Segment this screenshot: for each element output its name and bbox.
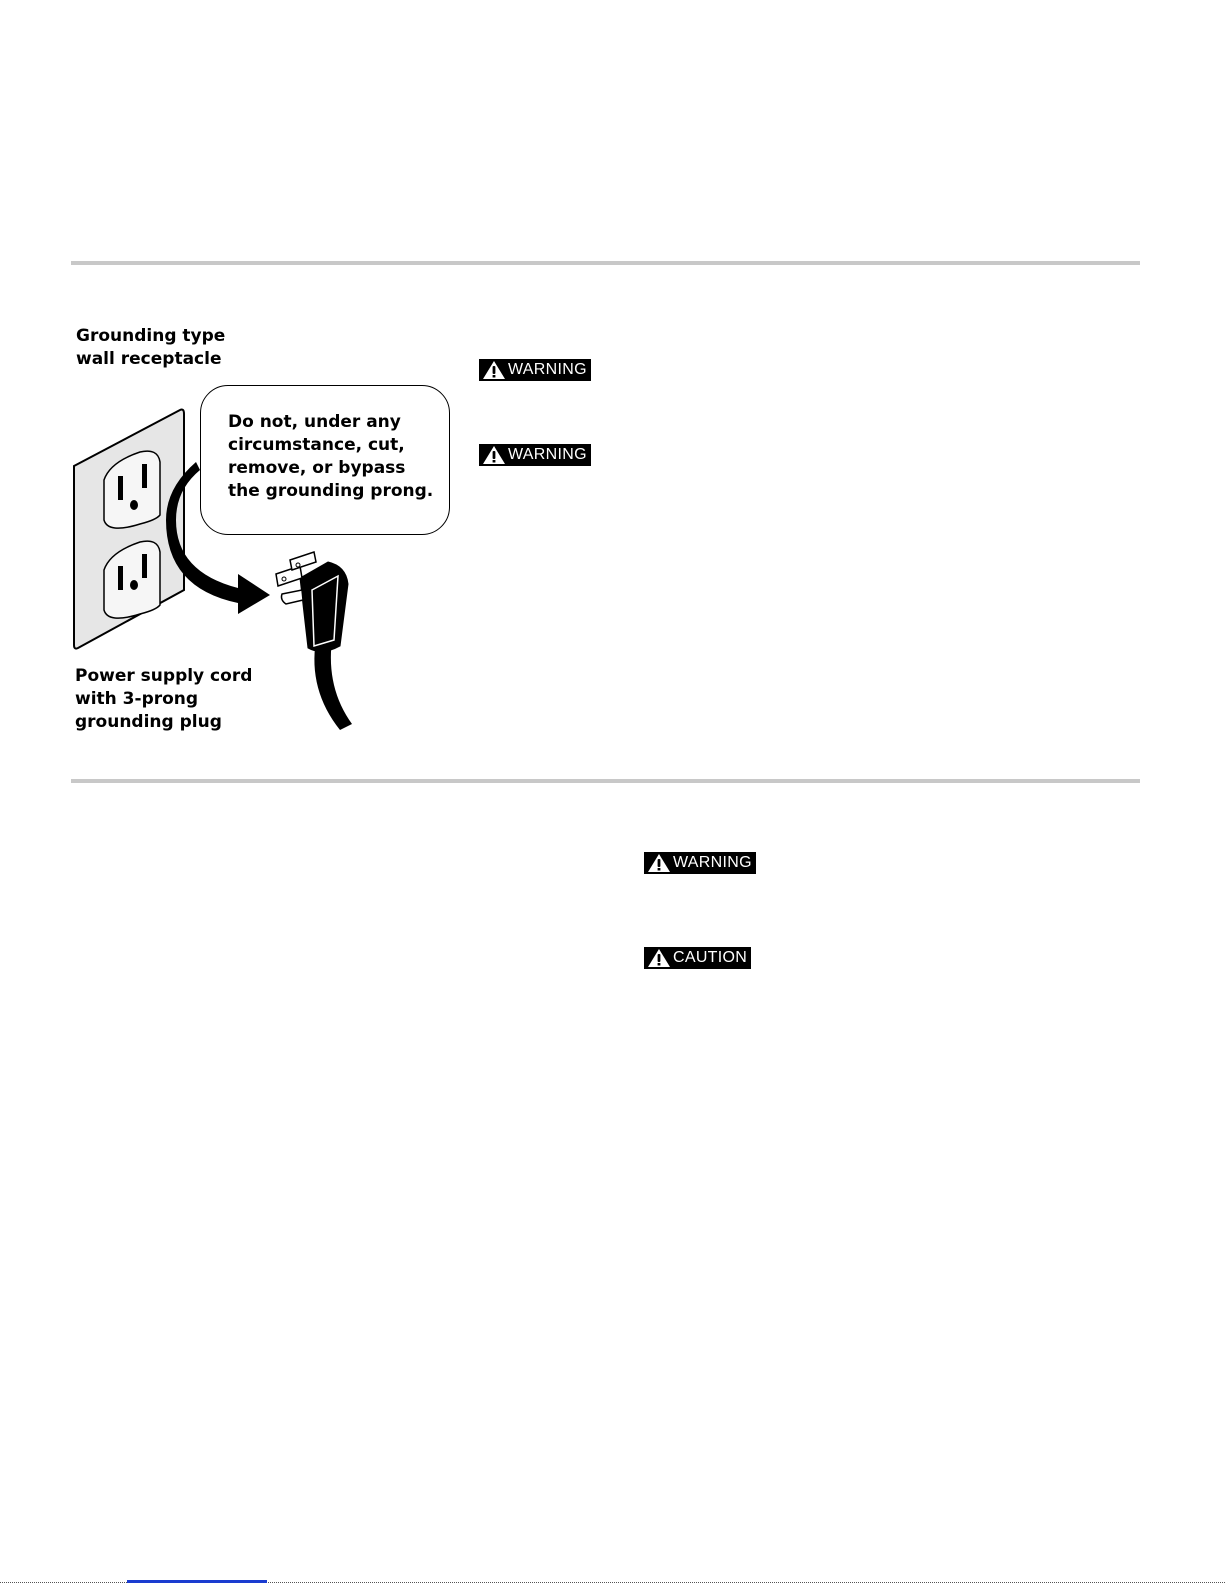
warning-badge (644, 852, 756, 874)
alert-triangle-icon (482, 360, 506, 380)
warning-badge (479, 444, 591, 466)
section-divider-top (71, 261, 1140, 265)
plug-prong (290, 552, 316, 570)
badge-label: WARNING (508, 361, 587, 378)
alert-triangle-icon (647, 853, 671, 873)
plug-body (300, 562, 348, 652)
power-cord (314, 640, 352, 730)
warning-badge (479, 359, 591, 381)
receptacle-label: Grounding type wall receptacle (76, 326, 226, 369)
grounding-prong-callout: Do not, under any circumstance, cut, remove, or bypass the grounding prong. (200, 385, 450, 535)
plug-prong (276, 566, 302, 586)
badge-label: CAUTION (673, 949, 748, 966)
badge-label: WARNING (673, 854, 752, 871)
section-divider-bottom (71, 779, 1140, 783)
footer-link-bar[interactable] (127, 1580, 267, 1583)
plug-label: Power supply cord with 3-prong grounding plug (75, 666, 253, 732)
badge-label: WARNING (508, 446, 587, 463)
alert-triangle-icon (647, 948, 671, 968)
caution-badge (644, 947, 751, 969)
alert-triangle-icon (482, 445, 506, 465)
grounding-prong (282, 590, 304, 604)
